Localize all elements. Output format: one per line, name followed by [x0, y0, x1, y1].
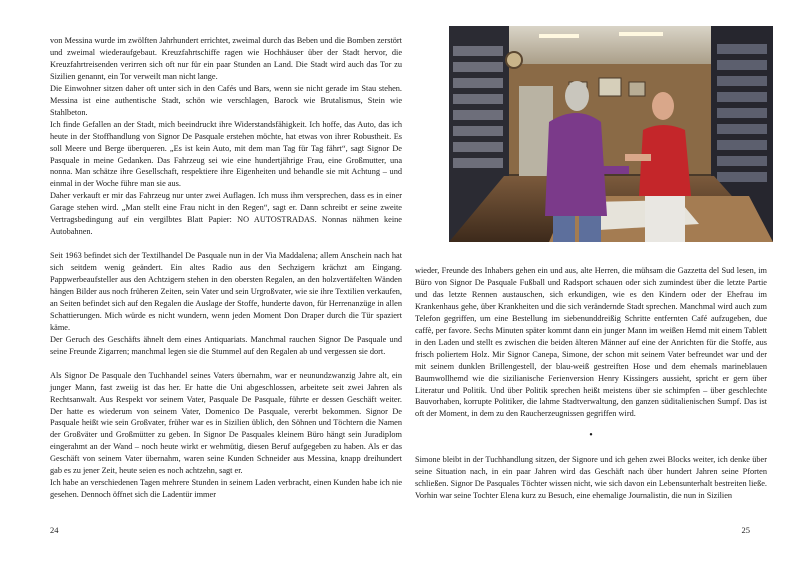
shop-photo: [449, 26, 773, 242]
paragraph: Als Signor De Pasquale den Tuchhandel seines Vaters übernahm, war er neunundzwanzig Jahre alt, ein junger Mann, fast zweiig ist das her. Er hatte die Uni abgeschlossen, arbeitete seit zwei Jahren als Rechtsanwalt. Aus Respekt vor seinem Vater, Pasquale De Pasquale, führte er dessen Geschäft weiter. Der hatte es wiederum von seinem Vater, Domenico De Pasquale, vererbt bekommen. Signor De Pasquale heißt wie sein Großvater, früher war es in Sizilien üblich, den Söhnen und Töchtern die Namen der Großväter und Großmütter zu geben. In Signor De Pasquales kleinem Büro hängt sein Juradiplom eingerahmt an der Wand – noch heute wirkt er wehmütig, diesen Beruf aufgegeben zu haben. Als er das Geschäft von seinem Vater übernahm, waren seine Kunden Schneider aus Messina, knapp dreihundert gab es zu jener Zeit, heute seien es noch achtzehn, sagt er.: [50, 370, 402, 476]
left-page-text: [50, 35, 402, 501]
paragraph: Die Einwohner sitzen daher oft unter sich in den Cafés und Bars, wenn sie nicht gerade im Stau stehen. Messina ist eine authentische Stadt, schön wie verschlagen, Barock wie Brutalismus, Stein wie Stahlbeton.: [50, 83, 402, 117]
paragraph: Daher verkauft er mir das Fahrzeug nur unter zwei Auflagen. Ich muss ihm versprechen, dass es in einer Garage stehen wird. „Man stellt eine Frau nicht in den Regen“, sagt er. Dann schreibt er seine zweite Vertragsbedingung auf ein vergilbtes Blatt Papier: NO AUTOSTRADAS. Nonnas nähmen keine Autobahnen.: [50, 191, 402, 237]
section-separator: •: [589, 430, 593, 442]
paragraph: wieder, Freunde des Inhabers gehen ein und aus, alte Herren, die mühsam die Gazzetta del Sud lesen, im Büro von Signor De Pasquale Fußball und Radsport schauen oder sich zumindest über die letzte Partie und das letzte Rennen austauschen, sich erkundigen, wie es den Kindern oder der Ehefrau im Krankenhaus gehe, über Krankheiten und die sich verändernde Stadt sprechen. Manchmal wird auch zum Telefon gegriffen, um eine Bestellung im siebenunddreißig Schritte entfernten Café aufzugeben, due caffè, per favore. Sechs Minuten später kommt dann ein junger Mann im weißen Hemd mit einem Tablett in den Laden und stellt es zwischen die beiden älteren Männer auf eine der Anrichten für die Stoffe, aus frisch poliertem Holz. Mir Signor Canepa, Simone, der schon mit seinem Vater befreundet war und der mit seinem dunklen Brillengestell, der blau-weiß gestreiften Hose und dem ehemals marineblauen Baumwollhemd wie die sizilianische Ferienversion Henry Kissingers aussieht, spricht er gern über Literatur und Politik. Und über Politik sprechen heißt meistens über sie schimpfen – über geschlechte Bauvorhaben, korrupte Politiker, die lahme Stadtverwaltung, den ganzen süditalienischen Sumpf. Das ist oft der Moment, in dem zu den Raucherzeugnissen gegriffen wird.: [415, 266, 767, 419]
shop-photo-illustration: [449, 26, 773, 242]
paragraph: von Messina wurde im zwölften Jahrhundert errichtet, zweimal durch das Beben und die Bomben zerstört und zweimal wiederaufgebaut. Kreuzfahrtschiffe ragen wie Hochhäuser über der Stadt hervor, die Kreuzfahrtreisenden verirren sich oft nur für ein paar Stunden an Land. Die Stadt wird auch das Tor zu Sizilien genannt, ein Tor verweilt man nicht lange.: [50, 36, 402, 81]
page-number-left: 24: [50, 525, 59, 535]
right-page-text: [415, 265, 767, 502]
page-number-right: 25: [741, 525, 750, 535]
paragraph: Seit 1963 befindet sich der Textilhandel De Pasquale nun in der Via Maddalena; allem Anschein nach hat sich seitdem wenig geändert. Ein altes Radio aus den Sechzigern krächzt am Eingang. Pappwerbeaufsteller aus den Achtzigern stehen in den obersten Regalen, an den holzvertäfelten Wänden hängen Bilder aus noch früheren Zeiten, sein Vater und sein Urgroßvater, wie sie ihre Textilien verkaufen, an Seiten befindet sich auf den Regalen die Auslage der Stoffe, hunderte davon, für Herrenanzüge in allen Schattierungen. Mich würde es nicht wundern, wenn jeden Moment Don Draper durch die Tür spaziert käme.: [50, 251, 402, 332]
paragraph: Der Geruch des Geschäfts ähnelt dem eines Antiquariats. Manchmal rauchen Signor De Pasquale und seine Freunde Zigarren; manchmal legen sie die Stummel auf den Regalen ab und vergessen sie dort.: [50, 334, 402, 356]
paragraph: Ich habe an verschiedenen Tagen mehrere Stunden in seinem Laden verbracht, einen Kunden habe ich nie gesehen. Dennoch öffnet sich die Ladentür immer: [50, 478, 402, 500]
paragraph: Simone bleibt in der Tuchhandlung sitzen, der Signore und ich gehen zwei Blocks weiter, ich denke über seine Situation nach, in ein paar Jahren wird das Geschäft nach über hundert Jahren seine Pforten schließen. Signor De Pasquales Töchter wissen nicht, wie sich davon ein Lebensunterhalt bestreiten ließe. Vorhin war seine Tochter Elena kurz zu Besuch, eine ehemalige Journalistin, die nun in Sizilien: [415, 455, 767, 501]
paragraph: Ich finde Gefallen an der Stadt, mich beeindruckt ihre Widerstandsfähigkeit. Ich hoffe, das Auto, das ich heute in der Stoffhandlung von Signor De Pasquale erstehen möchte, hat etwas von ihrer Robustheit. Es soll Meere und Berge überqueren. „Es ist kein Auto, mit dem man Tag für Tag fährt“, sagt Signor De Pasquale in meine Gedanken. Das Fahrzeug sei wie eine hundertjährige Frau, eine Großmutter, una nonna. Man schätze ihre Gesellschaft, respektiere ihre Eigenheiten und behandle sie mit Achtung – und einmal in der Woche führe man sie aus.: [50, 119, 402, 189]
